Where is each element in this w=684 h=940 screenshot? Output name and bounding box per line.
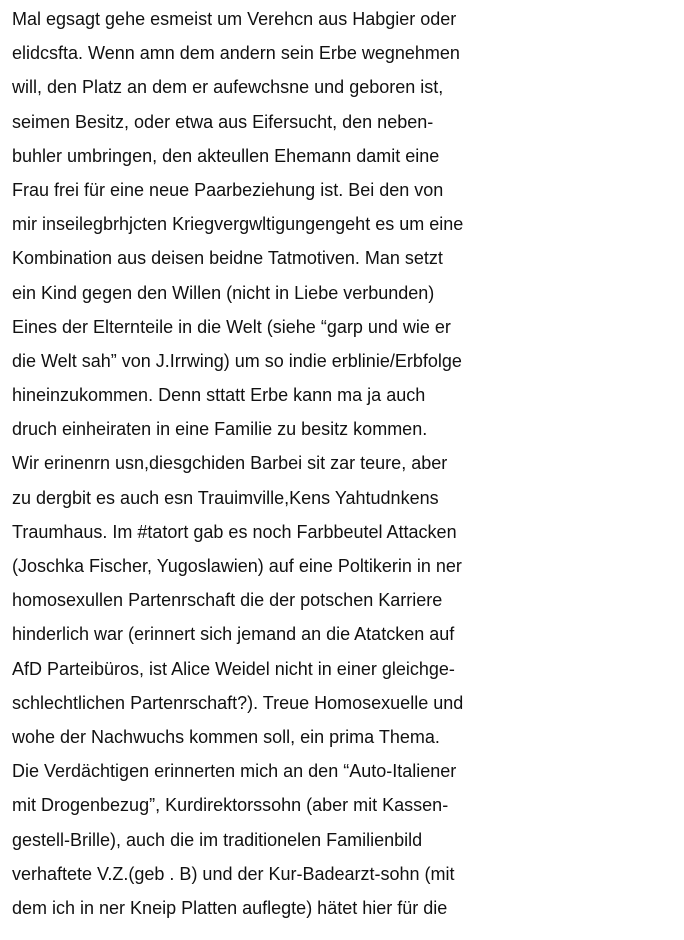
text-line: dem ich in ner Kneip Platten auflegte) hätet hier für die [12, 897, 448, 918]
text-line: gestell-Brille), auch die im traditionelen Familienbild [12, 829, 423, 850]
text-line: Traumhaus. Im #tatort gab es noch Farbbeutel Attacken [12, 521, 457, 542]
text-line: druch einheiraten in eine Familie zu besitz kommen. [12, 419, 428, 440]
text-line: mit Drogenbezug”, Kurdirektorssohn (aber mit Kassen- [12, 795, 449, 816]
text-line: verhaftete V.Z.(geb . B) und der Kur-Badearzt-sohn (mit [12, 863, 455, 884]
text-line: wohe der Nachwuchs kommen soll, ein prima Thema. [12, 726, 440, 747]
text-line: mir inseilegbrhjcten Kriegvergwltigungengeht es um eine [12, 214, 464, 235]
text-line: seimen Besitz, oder etwa aus Eifersucht, den neben- [12, 111, 434, 132]
text-line: buhler umbringen, den akteullen Ehemann damit eine [12, 145, 440, 166]
text-line: ein Kind gegen den Willen (nicht in Liebe verbunden) [12, 282, 435, 303]
text-line: die Welt sah” von J.Irrwing) um so indie erblinie/Erbfolge [12, 350, 462, 371]
text-line: zu dergbit es auch esn Trauimville,Kens Yahtudnkens [12, 487, 439, 508]
text-line: Frau frei für eine neue Paarbeziehung ist. Bei den von [12, 179, 444, 200]
text-line: AfD Parteibüros, ist Alice Weidel nicht in einer gleichge- [12, 658, 455, 679]
text-line: Eines der Elternteile in die Welt (siehe “garp und wie er [12, 316, 451, 337]
text-line: Mal egsagt gehe esmeist um Verehcn aus Habgier oder [12, 9, 457, 29]
text-line: elidcsfta. Wenn amn dem andern sein Erbe wegnehmen [12, 43, 460, 64]
body-text [12, 2, 680, 925]
text-line: schlechtlichen Partenrschaft?). Treue Homosexuelle und [12, 692, 464, 713]
text-line: will, den Platz an dem er aufewchsne und geboren ist, [12, 77, 444, 98]
text-line: homosexullen Partenrschaft die der potschen Karriere [12, 590, 443, 611]
text-line: Die Verdächtigen erinnerten mich an den “Auto-Italiener [12, 761, 457, 782]
text-line: (Joschka Fischer, Yugoslawien) auf eine Poltikerin in ner [12, 556, 462, 576]
text-line: Kombination aus deisen beidne Tatmotiven. Man setzt [12, 248, 443, 269]
text-line: hineinzukommen. Denn sttatt Erbe kann ma ja auch [12, 385, 426, 406]
text-line: Wir erinenrn usn,diesgchiden Barbei sit zar teure, aber [12, 453, 448, 474]
text-line: hinderlich war (erinnert sich jemand an die Atatcken auf [12, 624, 455, 645]
